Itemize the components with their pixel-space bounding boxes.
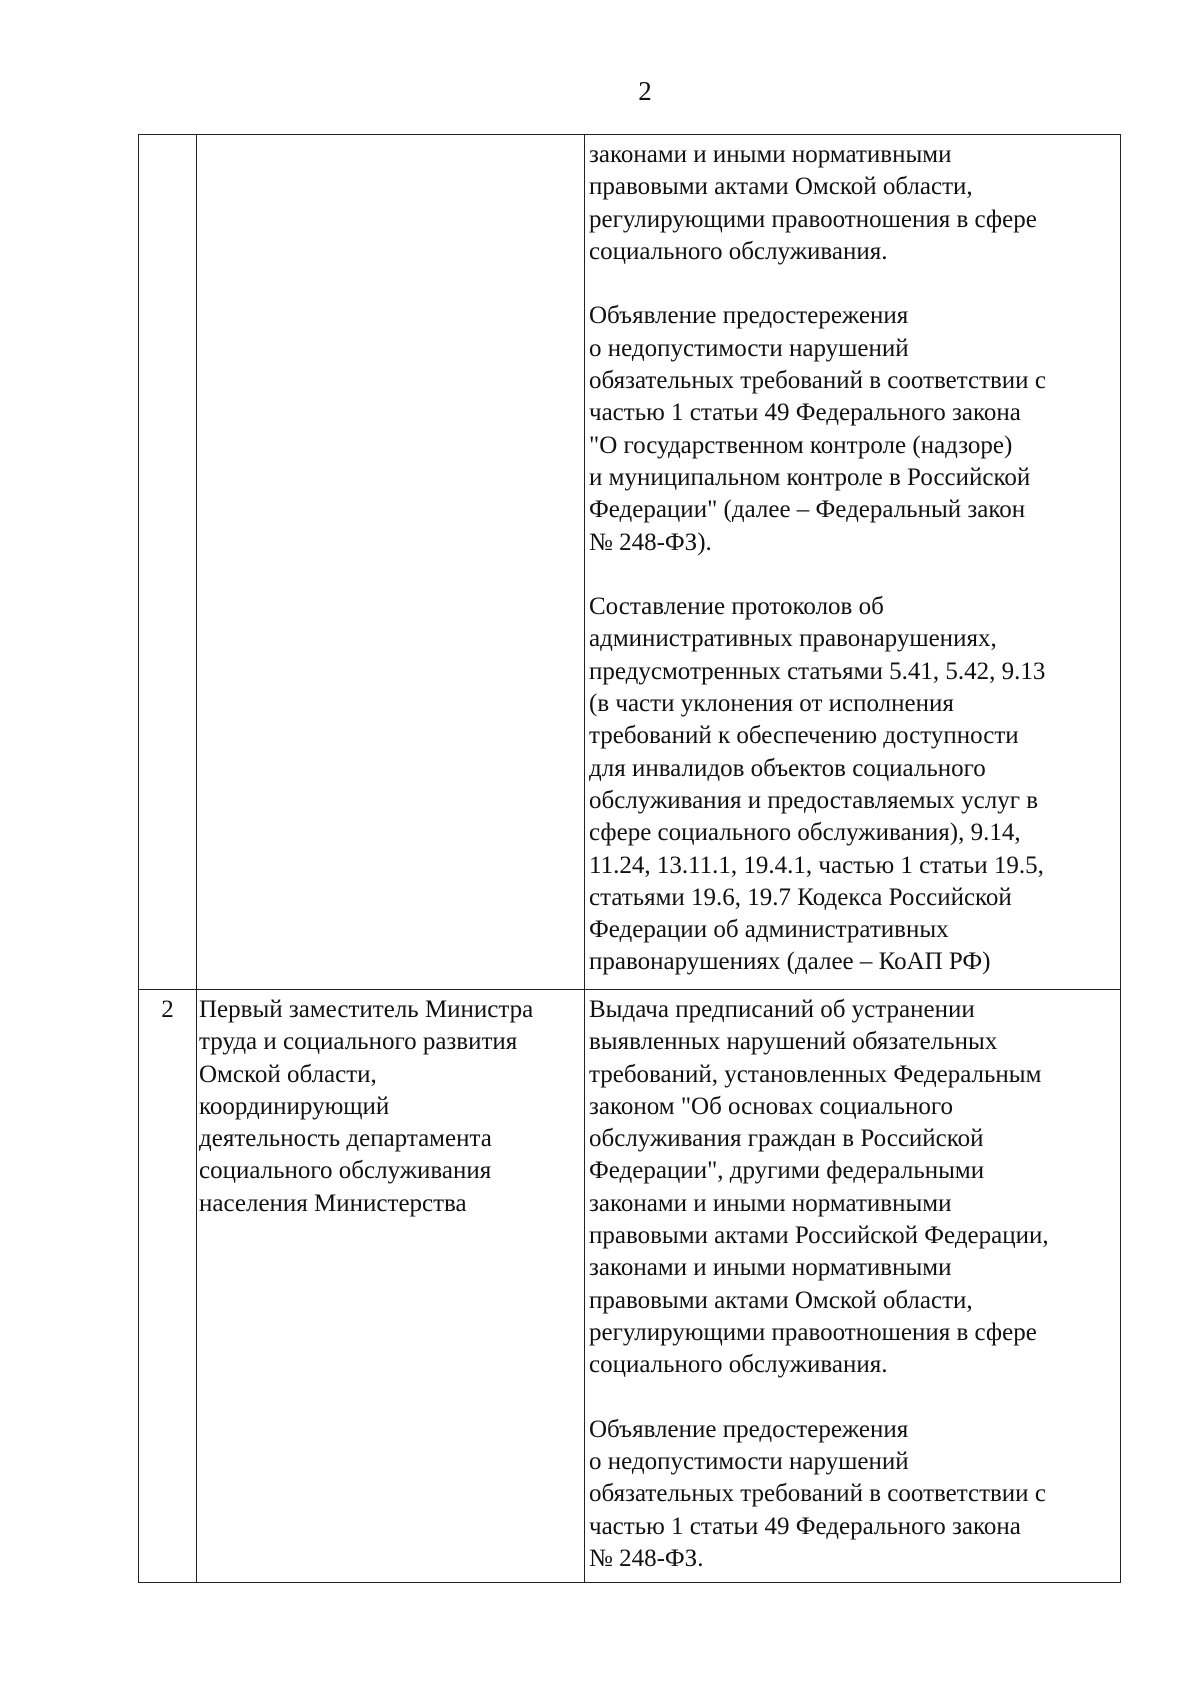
paragraph-gap	[589, 559, 1120, 591]
powers-paragraph: Объявление предостережения о недопустимости нарушений обязательных требований в соответствии с частью 1 статьи 49 Федерального закона № 248-ФЗ.	[589, 1415, 1046, 1573]
position-cell	[197, 135, 585, 990]
row-number-cell: 2	[139, 990, 197, 1583]
powers-paragraph: Выдача предписаний об устранении выявленных нарушений обязательных требований, установленных Федеральным законом "Об основах социального обслуживания граждан в Российской Федерации", другими федеральными законами и иными нормативными правовыми актами Российской Федерации, законами и иными нормативными правовыми актами Омской области, регулирующими правоотношения в сфере социального обслуживания.	[589, 996, 1049, 1379]
row-number-cell	[139, 135, 197, 990]
position-cell: Первый заместитель Министра труда и социального развития Омской области, координирующий деятельность департамента социального обслуживания населения Министерства	[197, 990, 585, 1583]
powers-cell	[585, 135, 1121, 990]
powers-paragraph: Объявление предостережения о недопустимости нарушений обязательных требований в соответствии с частью 1 статьи 49 Федерального закона "О государственном контроле (надзоре) и муниципальном контроле в Российской Федерации" (далее – Федеральный закон № 248-ФЗ).	[589, 302, 1046, 556]
paragraph-gap	[589, 1382, 1120, 1414]
table-row	[139, 135, 1121, 990]
table-row	[139, 990, 1121, 1583]
powers-table	[138, 134, 1121, 1583]
page-number: 2	[638, 76, 652, 106]
powers-paragraph: законами и иными нормативными правовыми актами Омской области, регулирующими правоотношения в сфере социального обслуживания.	[589, 141, 1037, 265]
paragraph-gap	[589, 268, 1120, 300]
powers-paragraph: Составление протоколов об административных правонарушениях, предусмотренных статьями 5.41, 5.42, 9.13 (в части уклонения от исполнения требований к обеспечению доступности для инвалидов объектов социального обслуживания и предоставляемых услуг в сфере социального обслуживания), 9.14, 11.24, 13.11.1, 19.4.1, частью 1 статьи 19.5, статьями 19.6, 19.7 Кодекса Российской Федерации об административных правонарушениях (далее – КоАП РФ)	[589, 593, 1046, 976]
powers-cell	[585, 990, 1121, 1583]
